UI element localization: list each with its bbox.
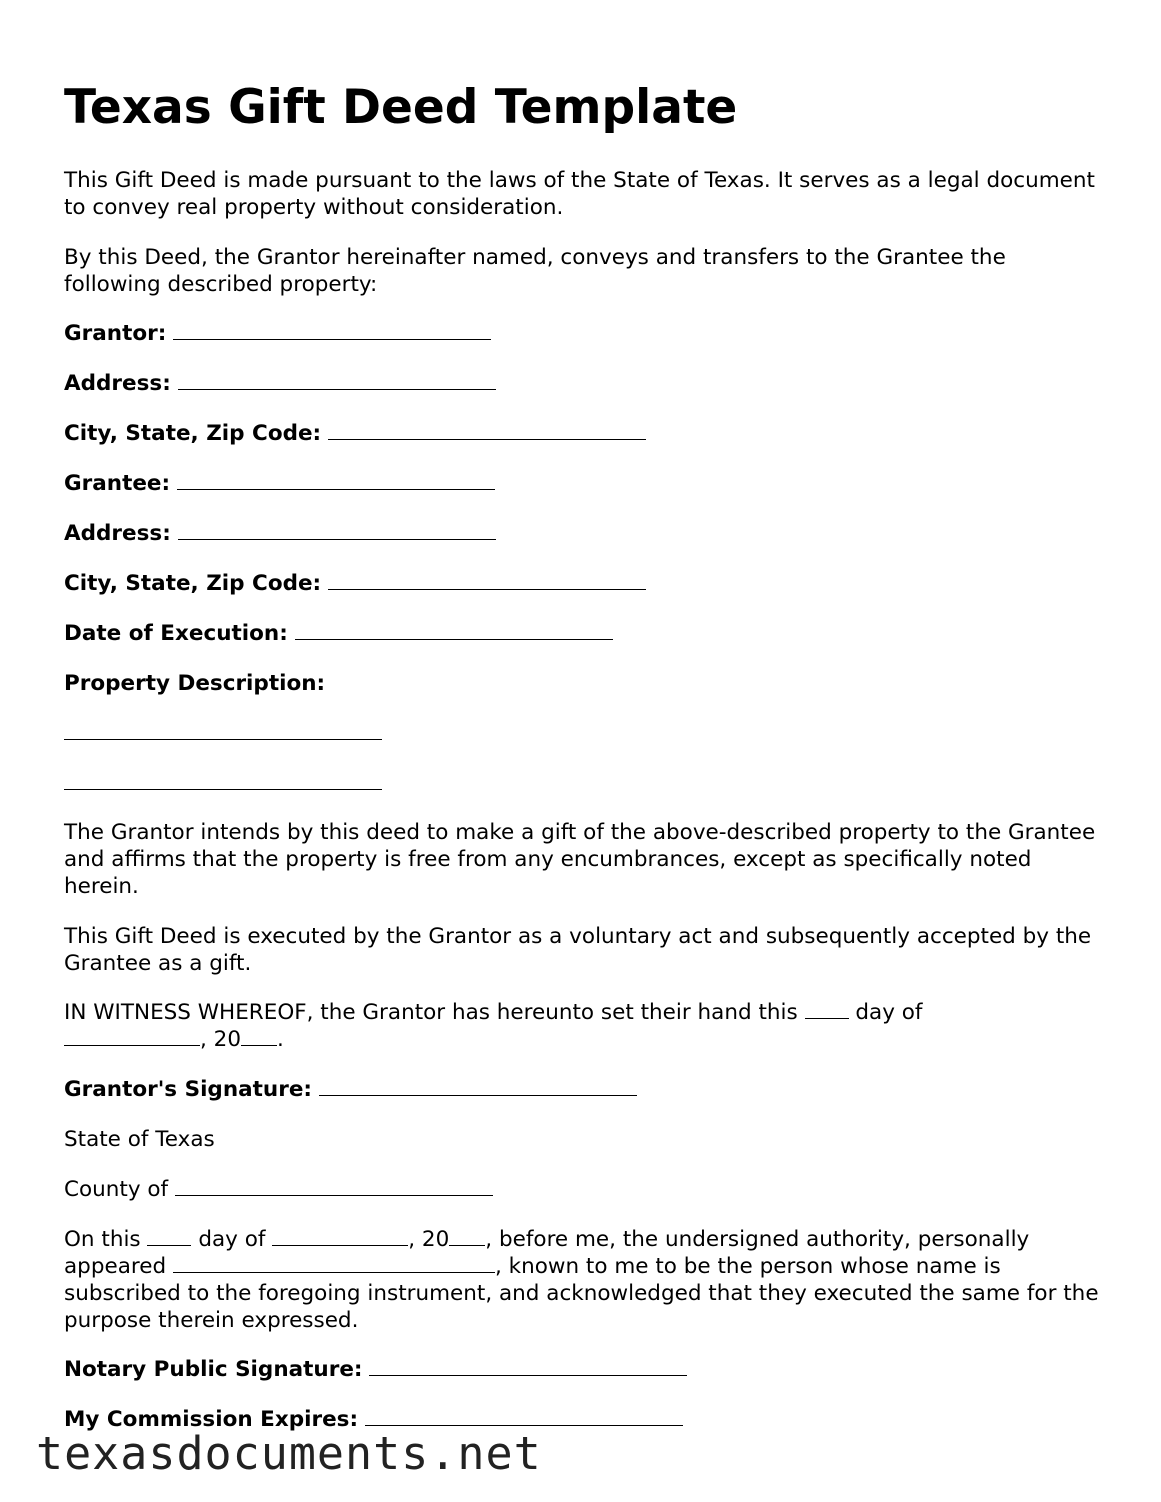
witness-text-3: , 20 [200,1027,242,1052]
grantee-address-label: Address: [64,521,171,546]
date-of-execution-field [64,620,1109,647]
notary-text-5: , known to me to be the person whose name is subscribed to the foregoing instrument, and acknowledged that they executed the same for the purpose therein expressed. [64,1254,1099,1333]
property-description-line-1 [64,720,1109,747]
grantor-label: Grantor: [64,321,167,346]
witness-month-blank[interactable] [64,1027,200,1046]
grantor-field [64,320,1109,347]
intro-paragraph-1: This Gift Deed is made pursuant to the laws of the State of Texas. It serves as a legal document to convey real property without consideration. [64,168,1095,220]
grantor-city-label: City, State, Zip Code: [64,421,322,446]
grantee-label: Grantee: [64,471,171,496]
grantor-city-field [64,420,1109,447]
grantor-signature-field [64,1076,1109,1103]
witness-year-blank[interactable] [241,1027,277,1046]
grantee-field [64,470,1109,497]
property-description-label: Property Description: [64,671,326,696]
grantor-address-field [64,370,1109,397]
grantor-signature-label: Grantor's Signature: [64,1077,313,1102]
witness-text-1: IN WITNESS WHEREOF, the Grantor has hereunto set their hand this [64,1000,798,1025]
grantor-address-blank[interactable] [178,371,496,390]
notary-paragraph [64,1226,1109,1334]
notary-text-2: day of [198,1227,266,1252]
grantee-blank[interactable] [177,471,495,490]
intro-paragraph-2: By this Deed, the Grantor hereinafter named, conveys and transfers to the Grantee the following described property: [64,245,1006,297]
date-of-execution-label: Date of Execution: [64,621,288,646]
property-description-blank-1[interactable] [64,721,382,740]
gift-intent-paragraph: The Grantor intends by this deed to make a gift of the above-described property to the Grantee and affirms that the property is free from any encumbrances, except as specifically noted herein. [64,820,1096,899]
date-of-execution-blank[interactable] [295,621,613,640]
notary-text-4: , before me, the undersigned authority, personally appeared [64,1227,1030,1279]
site-watermark: texasdocuments.net [36,1427,542,1480]
witness-text-4: . [277,1027,284,1052]
notary-signature-blank[interactable] [369,1357,687,1376]
state-line: State of Texas [64,1127,215,1152]
notary-text-3: , 20 [408,1227,450,1252]
grantee-city-field [64,570,1109,597]
voluntary-act-paragraph: This Gift Deed is executed by the Grantor as a voluntary act and subsequently accepted by the Grantee as a gift. [64,924,1092,976]
grantor-signature-blank[interactable] [319,1077,637,1096]
witness-day-blank[interactable] [805,1000,849,1019]
grantor-address-label: Address: [64,371,171,396]
commission-expires-blank[interactable] [365,1407,683,1426]
notary-text-1: On this [64,1227,141,1252]
grantee-city-blank[interactable] [328,571,646,590]
county-field [64,1176,1109,1203]
property-description-blank-2[interactable] [64,771,382,790]
notary-appeared-blank[interactable] [173,1254,495,1273]
grantee-address-field [64,520,1109,547]
notary-signature-field [64,1356,1109,1383]
notary-day-blank[interactable] [147,1227,191,1246]
notary-month-blank[interactable] [272,1227,408,1246]
grantee-city-label: City, State, Zip Code: [64,571,322,596]
notary-signature-label: Notary Public Signature: [64,1357,363,1382]
grantor-blank[interactable] [173,321,491,340]
county-label: County of [64,1177,169,1202]
witness-text-2: day of [855,1000,923,1025]
property-description-line-2 [64,770,1109,797]
grantor-city-blank[interactable] [328,421,646,440]
witness-paragraph [64,999,1109,1053]
document-title: Texas Gift Deed Template [64,80,738,135]
county-blank[interactable] [175,1177,493,1196]
property-description-field [64,670,1109,697]
commission-expires-label: My Commission Expires: [64,1407,359,1432]
notary-year-blank[interactable] [449,1227,485,1246]
grantee-address-blank[interactable] [178,521,496,540]
